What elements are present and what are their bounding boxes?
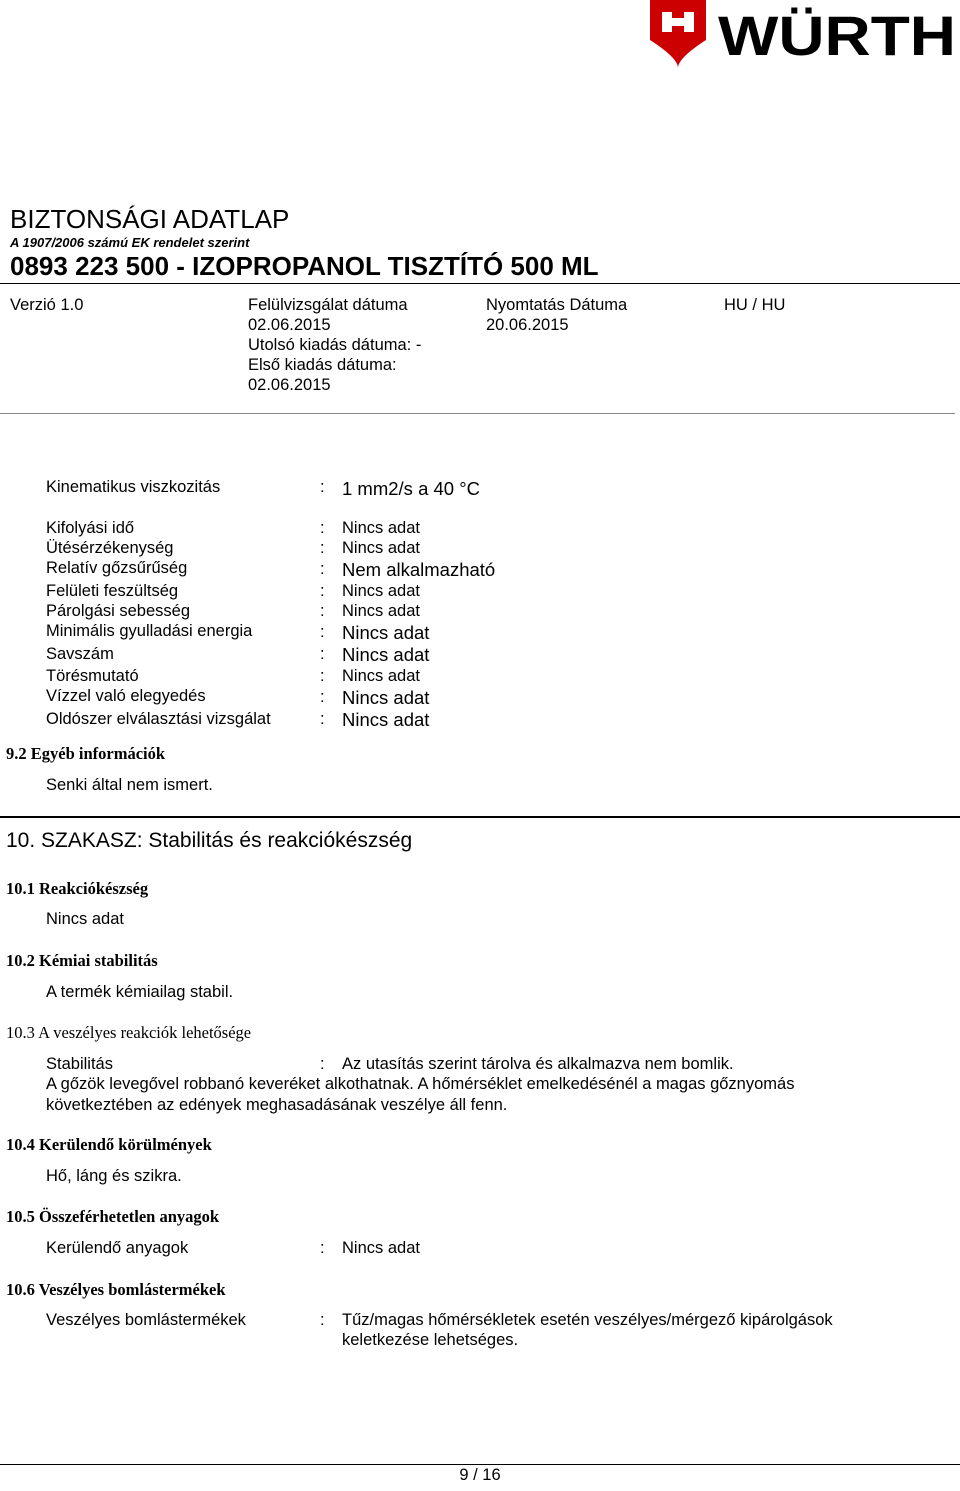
brand-name: WÜRTH [718, 4, 956, 67]
property-label: Kinematikus viszkozitás [46, 478, 221, 496]
property-label: Oldószer elválasztási vizsgálat [46, 710, 271, 728]
colon: : [320, 582, 325, 600]
property-value: Nincs adat [342, 602, 420, 620]
last-issue: Utolsó kiadás dátuma: - [248, 336, 422, 354]
colon: : [320, 667, 325, 685]
property-value: Nincs adat [342, 709, 430, 730]
subsection-text: Nincs adat [46, 910, 124, 928]
property-label: Kerülendő anyagok [46, 1239, 189, 1257]
header-rule [0, 283, 960, 284]
regulation-note: A 1907/2006 számú EK rendelet szerint [10, 235, 250, 250]
colon: : [320, 623, 325, 641]
property-value: Nem alkalmazható [342, 559, 496, 580]
subsection-heading: 9.2 Egyéb információk [6, 744, 166, 763]
revision-label: Felülvizsgálat dátuma [248, 296, 408, 314]
property-label: Ütésérzékenység [46, 539, 174, 557]
property-value: Nincs adat [342, 582, 420, 600]
document-title: BIZTONSÁGI ADATLAP [10, 204, 290, 234]
language: HU / HU [724, 296, 786, 314]
colon: : [320, 1055, 325, 1073]
subsection-heading: 10.5 Összeférhetetlen anyagok [6, 1207, 220, 1226]
subsection-text: Hő, láng és szikra. [46, 1167, 182, 1185]
colon: : [320, 560, 325, 578]
property-value: keletkezése lehetséges. [342, 1331, 519, 1349]
subsection-heading: 10.6 Veszélyes bomlástermékek [6, 1280, 226, 1299]
property-value: Nincs adat [342, 644, 430, 665]
property-label: Felületi feszültség [46, 582, 179, 600]
footer-rule [0, 1464, 960, 1465]
print-label: Nyomtatás Dátuma [486, 296, 628, 314]
subsection-text: A termék kémiailag stabil. [46, 983, 234, 1001]
subsection-text: Senki által nem ismert. [46, 776, 213, 794]
colon: : [320, 539, 325, 557]
print-date: 20.06.2015 [486, 316, 569, 334]
colon: : [320, 645, 325, 663]
colon: : [320, 1239, 325, 1257]
property-label: Vízzel való elegyedés [46, 687, 206, 705]
property-value: Nincs adat [342, 667, 420, 685]
property-label: Savszám [46, 645, 114, 663]
section-rule [0, 816, 960, 818]
meta-rule [0, 413, 955, 414]
colon: : [320, 602, 325, 620]
property-value: 1 mm2/s a 40 °C [342, 478, 480, 499]
paragraph-line: A gőzök levegővel robbanó keveréket alkothatnak. A hőmérséklet emelkedésénél a magas gőznyomás [46, 1075, 795, 1093]
property-label: Veszélyes bomlástermékek [46, 1311, 246, 1329]
property-label: Törésmutató [46, 667, 139, 685]
subsection-heading: 10.4 Kerülendő körülmények [6, 1135, 212, 1154]
property-value: Tűz/magas hőmérsékletek esetén veszélyes/mérgező kipárolgások [342, 1311, 833, 1329]
subsection-heading: 10.2 Kémiai stabilitás [6, 951, 158, 970]
version: Verzió 1.0 [10, 296, 84, 314]
first-issue-label: Első kiadás dátuma: [248, 356, 397, 374]
property-value: Nincs adat [342, 1239, 420, 1257]
property-label: Párolgási sebesség [46, 602, 191, 620]
subsection-heading: 10.3 A veszélyes reakciók lehetősége [6, 1023, 252, 1042]
property-label: Minimális gyulladási energia [46, 622, 253, 640]
colon: : [320, 519, 325, 537]
revision-date: 02.06.2015 [248, 316, 331, 334]
property-value: Nincs adat [342, 687, 430, 708]
property-label: Relatív gőzsűrűség [46, 559, 188, 577]
first-issue-date: 02.06.2015 [248, 376, 331, 394]
section-title: 10. SZAKASZ: Stabilitás és reakciókészség [6, 829, 413, 852]
page-number: 9 / 16 [459, 1466, 501, 1484]
wurth-logo [648, 0, 958, 70]
property-label: Kifolyási idő [46, 519, 135, 537]
property-value: Az utasítás szerint tárolva és alkalmazva nem bomlik. [342, 1055, 734, 1073]
property-label: Stabilitás [46, 1055, 113, 1073]
colon: : [320, 478, 325, 496]
property-value: Nincs adat [342, 622, 430, 643]
product-title: 0893 223 500 - IZOPROPANOL TISZTÍTÓ 500 ML [10, 251, 599, 281]
colon: : [320, 710, 325, 728]
subsection-heading: 10.1 Reakciókészség [6, 879, 149, 898]
paragraph-line: következtében az edények meghasadásának veszélye áll fenn. [46, 1096, 508, 1114]
colon: : [320, 688, 325, 706]
property-value: Nincs adat [342, 539, 420, 557]
colon: : [320, 1311, 325, 1329]
property-value: Nincs adat [342, 519, 420, 537]
